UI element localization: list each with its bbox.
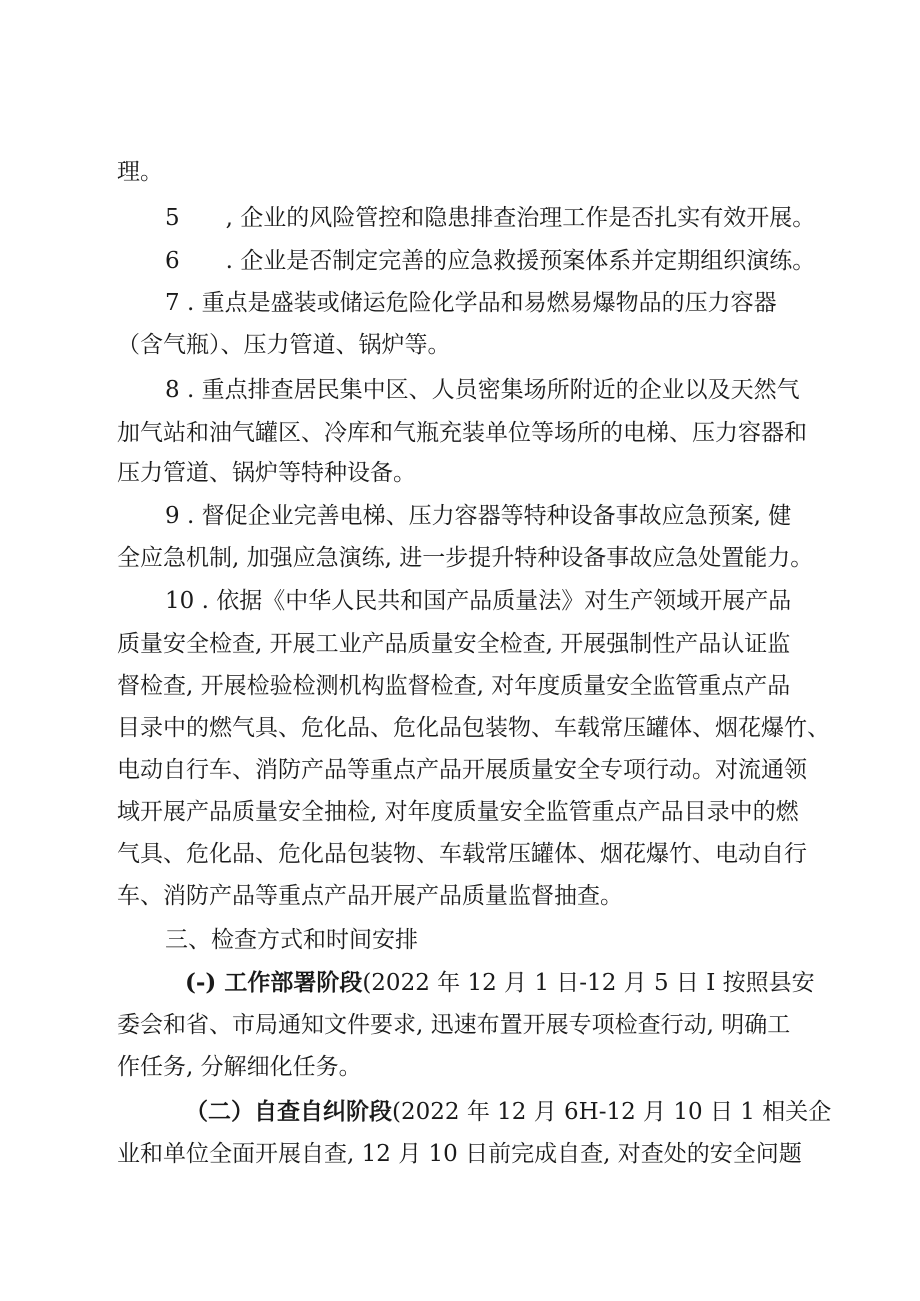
list-item-6: 6 . 企业是否制定完善的应急救援预案体系并定期组织演练。 — [165, 248, 816, 274]
list-item-10-cont-2: 督检查, 开展检验检测机构监督检查, 对年度质量安全监管重点产品 — [117, 673, 791, 699]
text-line-continuation: 理。 — [117, 159, 163, 185]
list-item-8-cont-1: 加气站和油气罐区、冷库和气瓶充装单位等场所的电梯、压力容器和 — [117, 420, 807, 446]
list-item-10-cont-4: 电动自行车、消防产品等重点产品开展质量安全专项行动。对流通领 — [117, 757, 807, 783]
phase1-dates: (2022 年 12 月 1 日-12 月 5 日 I 按照县安 — [362, 970, 815, 996]
list-item-10-cont-6: 气具、危化品、危化品包装物、车载常压罐体、烟花爆竹、电动自行 — [117, 841, 807, 867]
section-heading: 三、检查方式和时间安排 — [165, 927, 418, 953]
phase1-line1 — [0, 963, 920, 1003]
phase1-line2: 委会和省、市局通知文件要求, 迅速布置开展专项检查行动, 明确工 — [117, 1012, 791, 1038]
list-item-10-cont-5: 域开展产品质量安全抽检, 对年度质量安全监管重点产品目录中的燃 — [117, 799, 799, 825]
list-item-8: 8 . 重点排查居民集中区、人员密集场所附近的企业以及天然气 — [165, 377, 800, 403]
phase1-line3: 作任务, 分解细化任务。 — [117, 1054, 362, 1080]
list-item-10: 10 . 依据《中华人民共和国产品质量法》对生产领域开展产品 — [165, 588, 792, 614]
phase2-label: （二）自查自纠阶段 — [185, 1098, 392, 1125]
list-item-9: 9 . 督促企业完善电梯、压力容器等特种设备事故应急预案, 健 — [165, 503, 792, 529]
phase2-dates: (2022 年 12 月 6H-12 月 10 日 1 相关企 — [392, 1099, 832, 1125]
list-item-7-cont: （含气瓶）、压力管道、锅炉等。 — [117, 332, 451, 358]
phase1-label: (-) 工作部署阶段 — [185, 969, 363, 996]
phase2-line2: 业和单位全面开展自查, 12 月 10 日前完成自查, 对查处的安全问题 — [117, 1141, 802, 1167]
list-item-9-cont: 全应急机制, 加强应急演练, 进一步提升特种设备事故应急处置能力。 — [117, 545, 814, 571]
list-item-10-cont-3: 目录中的燃气具、危化品、危化品包装物、车载常压罐体、烟花爆竹、 — [117, 715, 830, 741]
list-item-8-cont-2: 压力管道、锅炉等特种设备。 — [117, 460, 416, 486]
phase2-line1 — [0, 1092, 920, 1132]
list-item-5: 5 , 企业的风险管控和隐患排查治理工作是否扎实有效开展。 — [165, 205, 816, 231]
list-item-10-cont-7: 车、消防产品等重点产品开展产品质量监督抽查。 — [117, 883, 623, 909]
list-item-7: 7 . 重点是盛装或储运危险化学品和易燃易爆物品的压力容器 — [165, 290, 777, 316]
list-item-10-cont-1: 质量安全检查, 开展工业产品质量安全检查, 开展强制性产品认证监 — [117, 631, 791, 657]
